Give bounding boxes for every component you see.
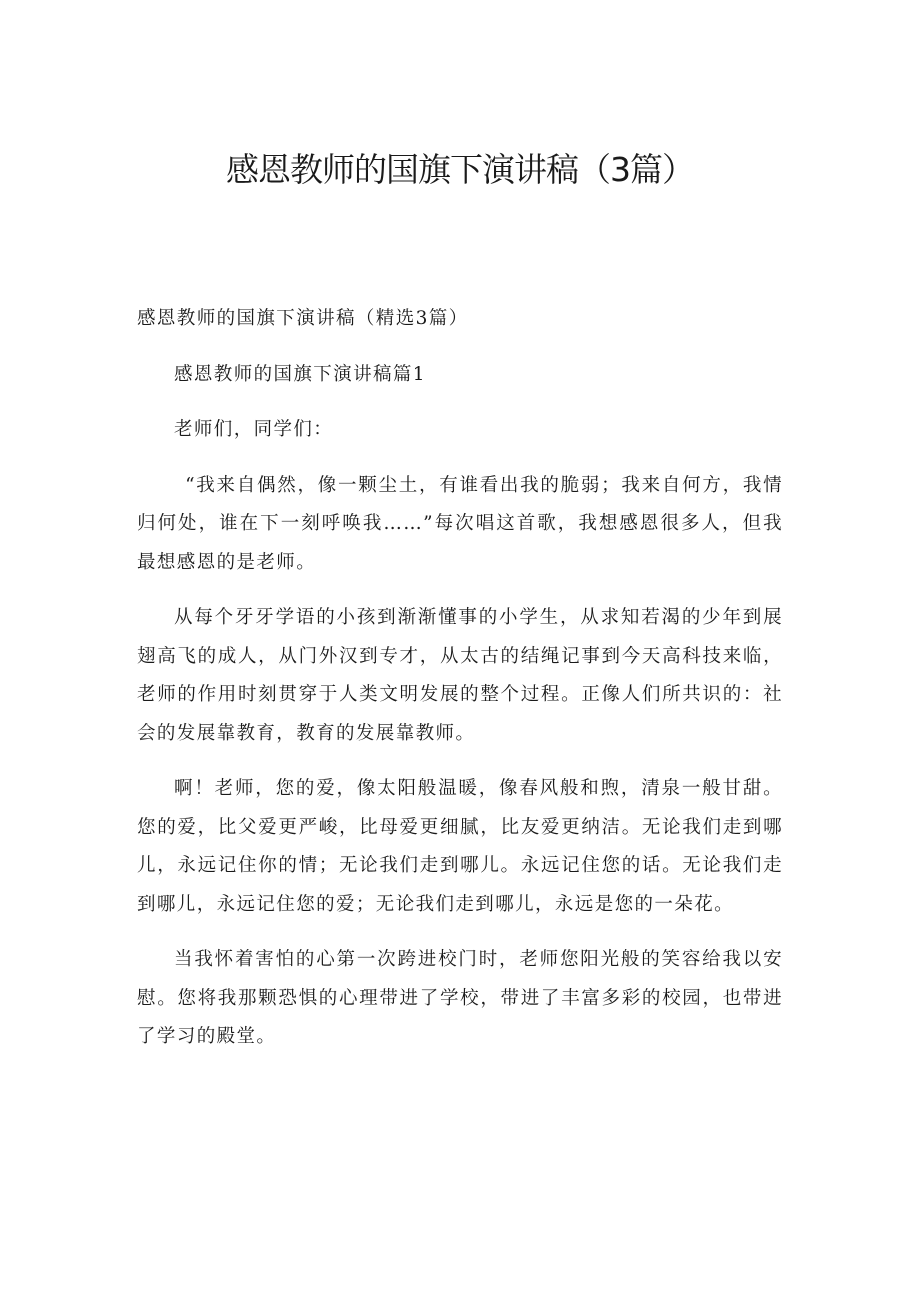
body-paragraph: 啊！老师，您的爱，像太阳般温暖，像春风般和煦，清泉一般甘甜。您的爱，比父爱更严峻，比母爱更细腻，比友爱更纳洁。无论我们走到哪儿，永远记住你的情；无论我们走到哪儿。永远记住您的话。无论我们走到哪儿，永远记住您的爱；无论我们走到哪儿，永远是您的一朵花。 xyxy=(137,778,783,915)
greeting: 老师们，同学们： xyxy=(174,419,334,440)
body-paragraph: 从每个牙牙学语的小孩到渐渐懂事的小学生，从求知若渴的少年到展翅高飞的成人，从门外汉到专才，从太古的结绳记事到今天高科技来临，老师的作用时刻贯穿于人类文明发展的整个过程。正像人们所共识的：社会的发展靠教育，教育的发展靠教师。 xyxy=(137,607,783,744)
body-paragraph: “我来自偶然，像一颗尘土，有谁看出我的脆弱；我来自何方，我情归何处，谁在下一刻呼唤我……”每次唱这首歌，我想感恩很多人，但我最想感恩的是老师。 xyxy=(137,474,783,573)
section-heading: 感恩教师的国旗下演讲稿篇1 xyxy=(174,363,426,385)
body-paragraph: 当我怀着害怕的心第一次跨进校门时，老师您阳光般的笑容给我以安慰。您将我那颗恐惧的心理带进了学校，带进了丰富多彩的校园，也带进了学习的殿堂。 xyxy=(137,949,783,1047)
document-body xyxy=(137,300,783,1074)
document-subtitle: 感恩教师的国旗下演讲稿（精选3篇） xyxy=(137,308,469,329)
document-title: 感恩教师的国旗下演讲稿（3篇） xyxy=(226,150,694,189)
